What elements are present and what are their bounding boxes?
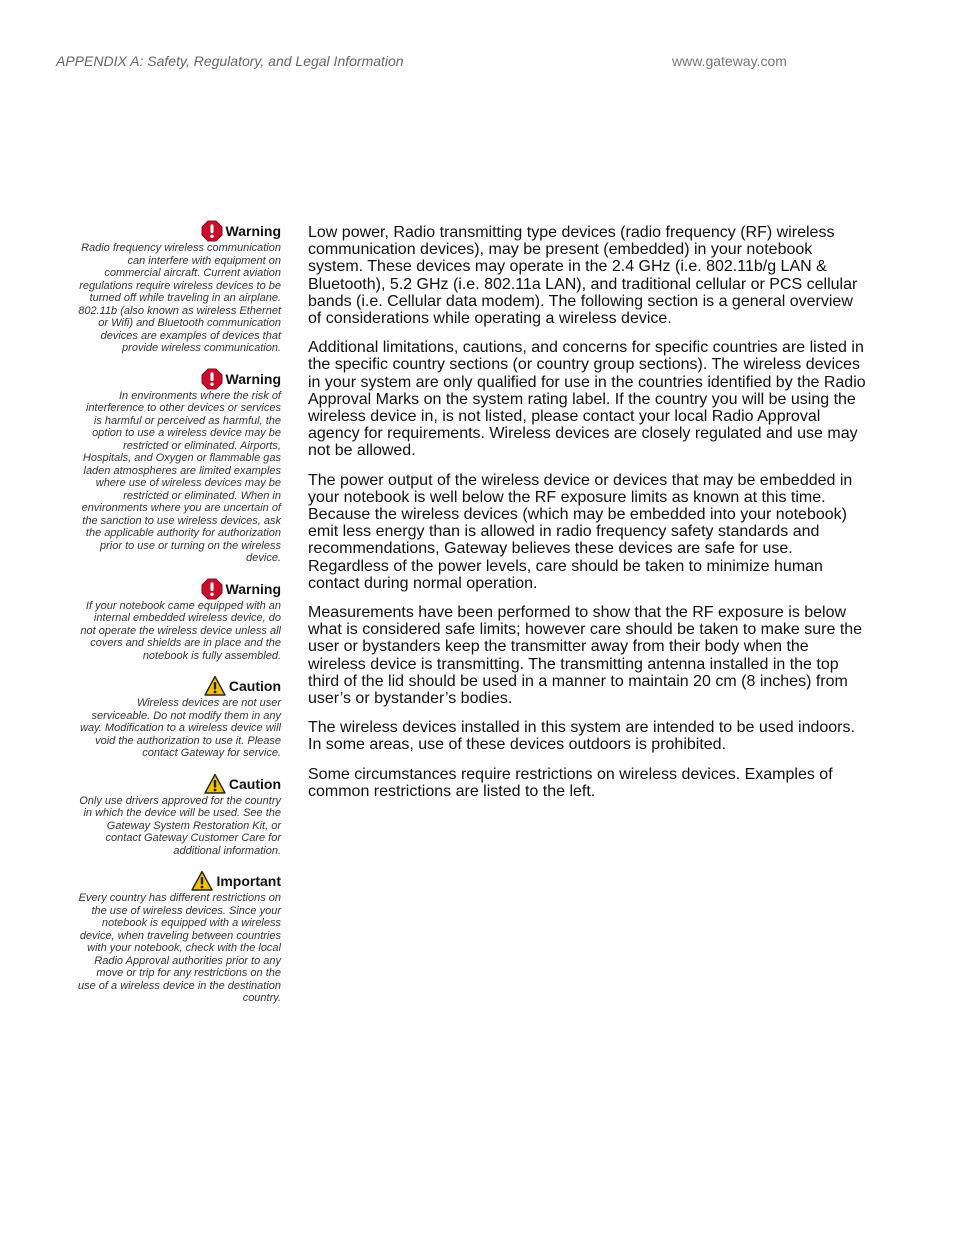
body-paragraph: The power output of the wireless device or devices that may be embedded in your notebook is well below the RF exposure limits as known at this time. Because the wireless devices (which may be embedded into your notebook) emit less energy than is allowed in radio frequency safety standards and recommendations, Gateway believes these devices are safe for use. Regardless of the power levels, care should be taken to minimize human contact during normal operation.: [308, 471, 853, 592]
warning-note: [78, 578, 281, 663]
body-paragraph: Low power, Radio transmitting type devices (radio frequency (RF) wireless communication devices), may be present (embedded) in your notebook system. These devices may operate in the 2.4 GHz (i.e. 802.11b/g LAN & Bluetooth), 5.2 GHz (i.e. 802.11a LAN), and traditional cellular or PCS cellular bands (i.e. Cellular data modem). The following section is a general overview of considerations while operating a wireless device.: [308, 224, 858, 328]
note-text: In environments where the risk of interference to other devices or services is harmful or perceived as harmful, the option to use a wireless device may be restricted or eliminated. Airports, Hospitals, and Oxygen or flammable gas laden atmospheres are limited examples where use of wireless devices may be restricted or eliminated. When in environments where you are uncertain of the sanction to use wireless devices, ask the applicable authority for authorization prior to use or turning on the wireless device.: [81, 389, 281, 564]
caution-triangle-icon: [204, 675, 226, 697]
note-text: If your notebook came equipped with an internal embedded wireless device, do not operate the wireless device unless all covers and shields are in place and the notebook is fully assembled.: [80, 599, 281, 662]
warning-octagon-icon: [201, 368, 223, 390]
note-text: Radio frequency wireless communication can interfere with equipment on commercial aircraft. Current aviation regulations require wireless devices to be turned off while traveling in an airplane. 802.11b (also known as wireless Ethernet or Wifi) and Bluetooth communication devices are examples of devices that provide wireless communication.: [78, 242, 281, 354]
important-note: [78, 870, 281, 1005]
note-title: Important: [216, 873, 281, 889]
warning-note: [78, 220, 281, 355]
warning-note: [78, 368, 281, 565]
note-title: Warning: [225, 370, 281, 387]
note-title: Warning: [225, 223, 281, 239]
caution-note: [78, 773, 281, 858]
main-body-text: [308, 224, 870, 812]
page-header-website: www.gateway.com: [672, 53, 787, 69]
warning-octagon-icon: [201, 578, 223, 600]
note-title: Caution: [228, 775, 281, 792]
important-triangle-icon: [191, 870, 213, 892]
page-header-chapter: APPENDIX A: Safety, Regulatory, and Legal Information: [56, 53, 404, 69]
note-text: Wireless devices are not user serviceable. Do not modify them in any way. Modification to a wireless device will void the authorization to use it. Please contact Gateway for service.: [80, 697, 281, 759]
note-text: Only use drivers approved for the country in which the device will be used. See the Gateway System Restoration Kit, or contact Gateway Customer Care for additional information.: [79, 794, 281, 857]
note-title: Caution: [228, 678, 281, 694]
body-paragraph: Measurements have been performed to show that the RF exposure is below what is considered safe limits; however care should be taken to make sure the user or bystanders keep the transmitter away from their body when the wireless device is transmitting. The transmitting antenna installed in the top third of the lid should be used in a manner to maintain 20 cm (8 inches) from user’s or bystander’s bodies.: [308, 604, 863, 708]
caution-triangle-icon: [204, 773, 226, 795]
body-paragraph: The wireless devices installed in this system are intended to be used indoors. In some areas, use of these devices outdoors is prohibited.: [308, 719, 855, 754]
note-text: Every country has different restrictions on the use of wireless devices. Since your notebook is equipped with a wireless device, when traveling between countries with your notebook, check with the local Radio Approval authorities prior to any move or trip for any restrictions on the use of a wireless device in the destination country.: [78, 892, 282, 1004]
warning-octagon-icon: [201, 220, 223, 242]
body-paragraph: Additional limitations, cautions, and concerns for specific countries are listed in the specific country sections (or country group sections). The wireless devices in your system are only qualified for use in the countries identified by the Radio Approval Marks on the system rating label. If the country you will be using the wireless device in, is not listed, please contact your local Radio Approval agency for requirements. Wireless devices are closely regulated and use may not be allowed.: [308, 339, 866, 460]
caution-note: [78, 675, 281, 760]
note-title: Warning: [225, 580, 281, 597]
body-paragraph: Some circumstances require restrictions on wireless devices. Examples of common restrictions are listed to the left.: [308, 765, 833, 800]
sidebar-notes: [78, 220, 281, 1018]
